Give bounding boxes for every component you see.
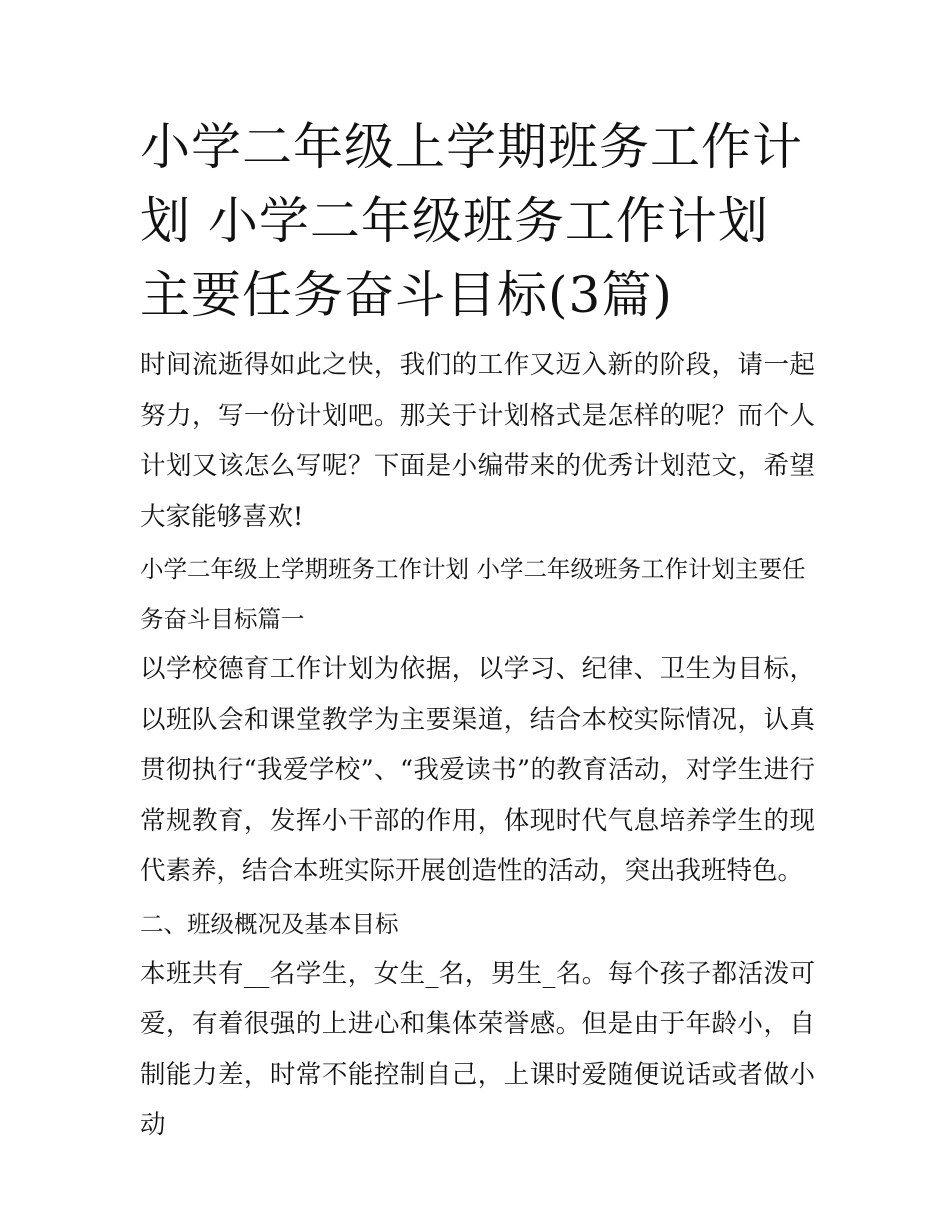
section-one-paragraph: 以学校德育工作计划为依据，以学习、纪律、卫生为目标，以班队会和课堂教学为主要渠道，结合本校实际情况，认真贯彻执行“我爱学校”、“我爱读书”的教育活动，对学生进行常规教育，发挥小干部的作用，体现时代气息培养学生的现代素养，结合本班实际开展创造性的活动，突出我班特色。	[140, 654, 815, 886]
class-overview-paragraph: 本班共有__名学生，女生_名，男生_名。每个孩子都活泼可爱，有着很强的上进心和集体荣誉感。但是由于年龄小，自制能力差，时常不能控制自己，上课时爱随便说话或者做小动	[140, 958, 815, 1140]
class-overview-heading: 二、班级概况及基本目标	[140, 909, 399, 938]
document-content	[140, 110, 815, 1151]
intro-paragraph: 时间流逝得如此之快，我们的工作又迈入新的阶段，请一起努力，写一份计划吧。那关于计划格式是怎样的呢？而个人计划又该怎么写呢？下面是小编带来的优秀计划范文，希望大家能够喜欢!	[140, 350, 815, 532]
section-one-heading: 小学二年级上学期班务工作计划 小学二年级班务工作计划主要任务奋斗目标篇一	[140, 555, 806, 633]
document-title: 小学二年级上学期班务工作计划 小学二年级班务工作计划主要任务奋斗目标(3篇)	[140, 118, 803, 324]
